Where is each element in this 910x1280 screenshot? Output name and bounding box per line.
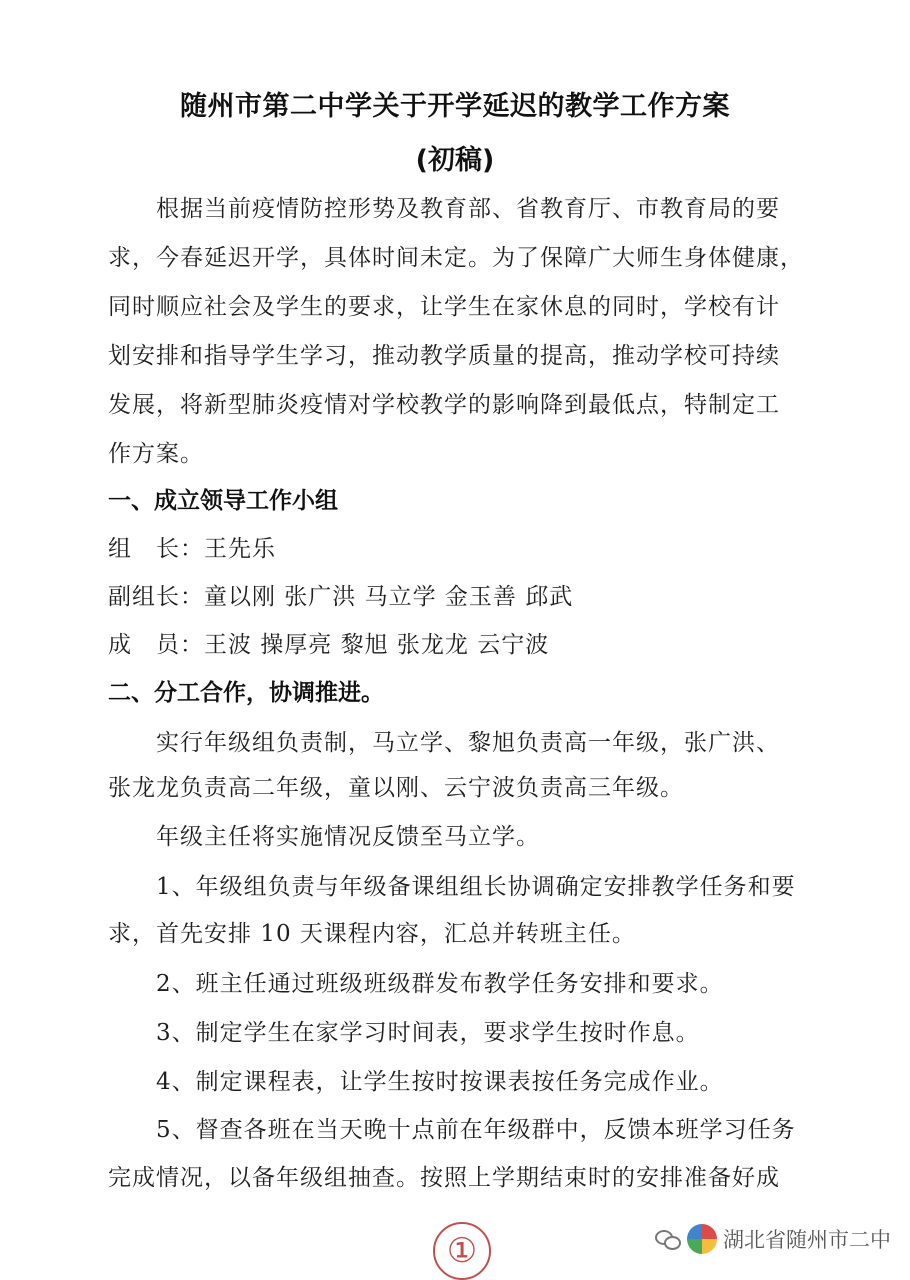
paragraph-line: 同时顺应社会及学生的要求，让学生在家休息的同时，学校有计 bbox=[108, 294, 780, 320]
group-deputies: 副组长：童以刚 张广洪 马立学 金玉善 邱武 bbox=[108, 584, 574, 610]
paragraph-line: 划安排和指导学生学习，推动教学质量的提高，推动学校可持续 bbox=[108, 343, 780, 369]
watermark-text: 湖北省随州市二中 bbox=[723, 1228, 891, 1252]
page-number: ① bbox=[433, 1222, 491, 1280]
list-item: 2、班主任通过班级班级群发布教学任务安排和要求。 bbox=[108, 971, 724, 997]
paragraph-line: 根据当前疫情防控形势及教育部、省教育厅、市教育局的要 bbox=[108, 196, 780, 222]
wechat-icon bbox=[655, 1228, 681, 1250]
group-leader: 组 长：王先乐 bbox=[108, 536, 276, 562]
document-subtitle: (初稿) bbox=[415, 145, 495, 176]
paragraph-line: 完成情况，以备年级组抽查。按照上学期结束时的安排准备好成 bbox=[108, 1165, 780, 1191]
paragraph-line: 年级主任将实施情况反馈至马立学。 bbox=[108, 824, 540, 850]
paragraph-line: 作方案。 bbox=[108, 441, 204, 467]
paragraph-line: 发展，将新型肺炎疫情对学校教学的影响降到最低点，特制定工 bbox=[108, 392, 780, 418]
paragraph-line: 实行年级组负责制，马立学、黎旭负责高一年级，张广洪、 bbox=[108, 730, 780, 756]
list-item: 4、制定课程表，让学生按时按课表按任务完成作业。 bbox=[108, 1069, 724, 1095]
paragraph-line: 求，首先安排 10 天课程内容，汇总并转班主任。 bbox=[108, 921, 636, 947]
list-item: 3、制定学生在家学习时间表，要求学生按时作息。 bbox=[108, 1020, 700, 1046]
list-item: 1、年级组负责与年级备课组组长协调确定安排教学任务和要 bbox=[108, 874, 796, 900]
section-heading-2: 二、分工合作，协调推进。 bbox=[108, 680, 384, 706]
section-heading-1: 一、成立领导工作小组 bbox=[108, 488, 338, 514]
paragraph-line: 张龙龙负责高二年级，童以刚、云宁波负责高三年级。 bbox=[108, 775, 684, 801]
document-title: 随州市第二中学关于开学延迟的教学工作方案 bbox=[180, 91, 730, 122]
paragraph-line: 求，今春延迟开学，具体时间未定。为了保障广大师生身体健康， bbox=[108, 245, 804, 271]
watermark bbox=[655, 1222, 891, 1256]
school-logo-icon bbox=[687, 1224, 717, 1254]
list-item: 5、督查各班在当天晚十点前在年级群中，反馈本班学习任务 bbox=[108, 1117, 796, 1143]
group-members: 成 员：王波 操厚亮 黎旭 张龙龙 云宁波 bbox=[108, 632, 550, 658]
